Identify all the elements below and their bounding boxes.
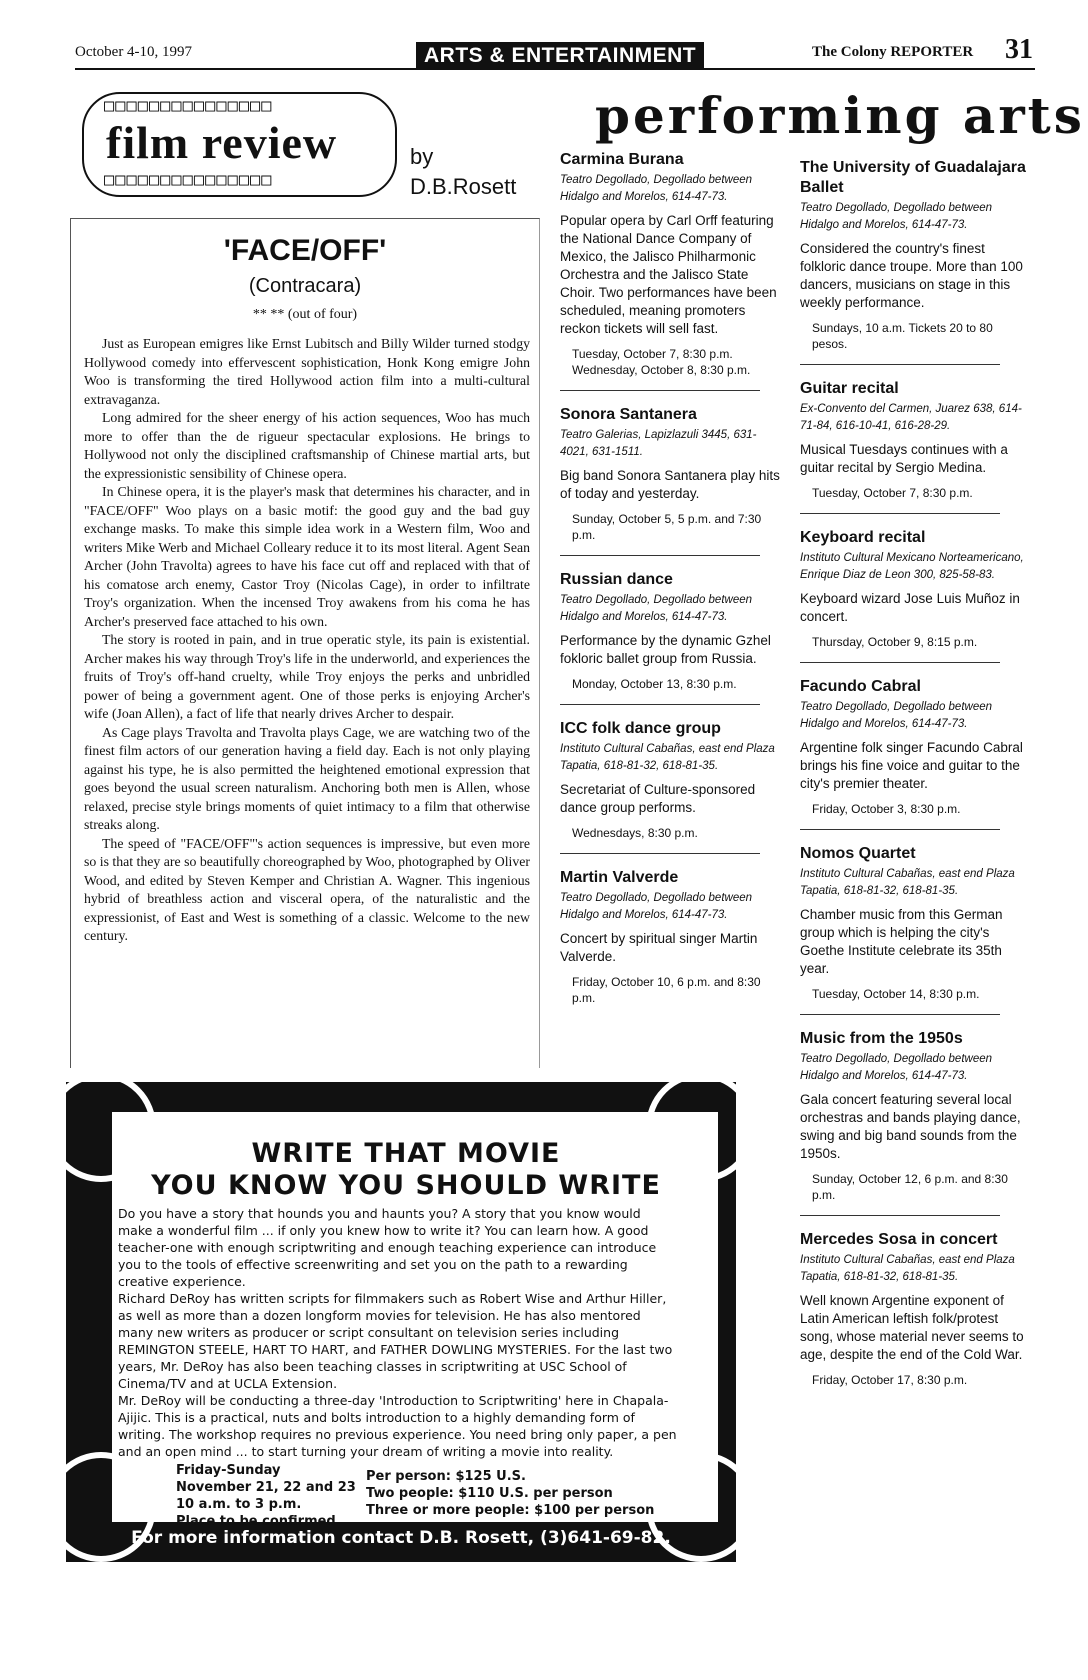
ad-headline: WRITE THAT MOVIE <box>251 1138 561 1169</box>
event-description: Argentine folk singer Facundo Cabral brings his fine voice and guitar to the city's premier theater. <box>800 740 1023 791</box>
event-venue: Teatro Degollado, Degollado between Hidalgo and Morelos, 614-47-73. <box>800 701 993 730</box>
event-listing <box>560 570 780 705</box>
ad-schedule-line: November 21, 22 and 23 <box>176 1480 356 1495</box>
event-name: Nomos Quartet <box>800 845 916 862</box>
event-name: The University of Guadalajara Ballet <box>800 159 1026 196</box>
event-venue: Teatro Degollado, Degollado between Hidalgo and Morelos, 614-47-73. <box>560 174 753 203</box>
event-venue: Instituto Cultural Cabañas, east end Plaza Tapatia, 618-81-32, 618-81-35. <box>800 868 1015 897</box>
ad-schedule <box>176 1462 356 1530</box>
ad-price-line: Three or more people: $100 per person <box>366 1503 655 1518</box>
review-paragraph: As Cage plays Travolta and Travolta plays Cage, we are watching two of the finest film actors of our generation having a field day. Each is not only playing against his type, he is also permitted the heightened emotional expression that goes beyond the usual screen naturalism. Anchoring both men is Allen, whose relaxed, precise style brings moments of quiet intimacy to a film that otherwise streaks along. <box>84 724 530 832</box>
event-listing <box>800 528 1028 663</box>
ad-schedule-line: 10 a.m. to 3 p.m. <box>176 1497 302 1512</box>
event-listing <box>560 868 780 1006</box>
event-divider <box>800 513 1000 514</box>
event-time: Wednesdays, 8:30 p.m. <box>572 826 698 840</box>
event-listing <box>560 405 780 556</box>
event-venue: Teatro Galerias, Lapizlazuli 3445, 631-4021, 631-1511. <box>560 429 757 458</box>
event-venue: Ex-Convento del Carmen, Juarez 638, 614-71-84, 616-10-41, 616-28-29. <box>800 403 1022 432</box>
event-description: Gala concert featuring several local orchestras and bands playing dance, swing and big band sounds from the 1950s. <box>800 1092 1021 1161</box>
event-time: Friday, October 17, 8:30 p.m. <box>812 1373 968 1387</box>
event-venue: Instituto Cultural Mexicano Norteamericano, Enrique Diaz de Leon 300, 825-58-83. <box>800 552 1024 581</box>
event-description: Chamber music from this German group which is helping the city's Goethe Institute celebrate its 35th year. <box>800 907 1003 976</box>
event-description: Popular opera by Carl Orff featuring the National Dance Company of Mexico, the Jalisco Philharmonic Orchestra and the Jalisco State Choir. Two performances have been scheduled, meaning promoters reckon tickets will sell fast. <box>560 213 777 336</box>
event-name: Facundo Cabral <box>800 678 921 695</box>
issue-date: October 4-10, 1997 <box>75 44 193 60</box>
event-name: Carmina Burana <box>560 151 684 168</box>
events-column-1 <box>560 150 780 1006</box>
event-time: Tuesday, October 7, 8:30 p.m. <box>812 486 973 500</box>
event-description: Musical Tuesdays continues with a guitar recital by Sergio Medina. <box>800 442 1008 475</box>
event-listing <box>560 150 780 391</box>
event-time: Sundays, 10 a.m. Tickets 20 to 80 pesos. <box>812 321 993 351</box>
film-review-header-box <box>82 92 397 197</box>
event-divider <box>560 853 760 854</box>
event-divider <box>560 390 760 391</box>
event-name: Sonora Santanera <box>560 406 697 423</box>
event-time: Thursday, October 9, 8:15 p.m. <box>812 635 978 649</box>
event-time: Friday, October 10, 6 p.m. and 8:30 p.m. <box>572 975 761 1005</box>
event-name: Martin Valverde <box>560 869 679 886</box>
decorative-squares-top: □□□□□□□□□□□□□□□ <box>104 96 273 116</box>
review-paragraph: The speed of "FACE/OFF"'s action sequences is impressive, but even more so is that they are so beautifully choreographed by Woo, photographed by Oliver Wood, and edited by Steven Kemper and Christian A. Wagner. This ingenious hybrid of breathless action and visceral opera, of the naturalistic and the expressionist, of East and West is something of a classic. Welcome to the new century. <box>84 835 530 943</box>
event-description: Considered the country's finest folkloric dance troupe. More than 100 dancers, musicians on stage in this weekly performance. <box>800 241 1023 310</box>
ad-schedule-line: Place to be confirmed <box>176 1514 336 1529</box>
review-article <box>70 218 540 1068</box>
rating: ** ** (out of four) <box>252 307 358 322</box>
ad-price-line: Per person: $125 U.S. <box>366 1469 526 1484</box>
event-name: Russian dance <box>560 571 673 588</box>
event-venue: Teatro Degollado, Degollado between Hidalgo and Morelos, 614-47-73. <box>560 892 753 921</box>
review-paragraph: The story is rooted in pain, and in true operatic style, its pain is existential. Archer makes his way through Troy's life in the underworld, and experiences the fruits of Troy's off-hand cruelty, while Troy enjoys the perks and unbridled power of being a government agent. One of those perks is enjoying Archer's wife (Joan Allen), a fact of life that nearly drives Archer to despair. <box>84 632 530 721</box>
event-name: Mercedes Sosa in concert <box>800 1231 998 1248</box>
event-listing <box>800 844 1028 1015</box>
event-listing <box>560 719 780 854</box>
event-divider <box>800 364 1000 365</box>
decorative-squares-bottom: □□□□□□□□□□□□□□□ <box>104 170 273 190</box>
event-time: Tuesday, October 14, 8:30 p.m. <box>812 987 980 1001</box>
event-divider <box>800 1014 1000 1015</box>
byline <box>410 142 516 202</box>
event-name: ICC folk dance group <box>560 720 721 737</box>
scriptwriting-advertisement <box>66 1082 736 1562</box>
ad-paragraph: Richard DeRoy has written scripts for filmmakers such as Robert Wise and Arthur Hiller, as well as more than a dozen longform movies for television. He has also mentored many new writers as producer or script consultant on television series including REMINGTON STEELE, HART TO HART, and FATHER DOWLING MYSTERIES. For the last two years, Mr. DeRoy has also been teaching classes in scriptwriting at USC School of Cinema/TV and at UCLA Extension. <box>118 1291 673 1391</box>
event-description: Secretariat of Culture-sponsored dance group performs. <box>560 782 756 815</box>
review-paragraph: Just as European emigres like Ernst Lubitsch and Billy Wilder turned stodgy Hollywood comedy into effervescent sophistication, Honk Kong emigre John Woo is transforming the tired Hollywood action film into a multi-cultural extravaganza. <box>84 336 530 407</box>
section-banner: ARTS & ENTERTAINMENT <box>416 42 704 70</box>
event-time: Sunday, October 5, 5 p.m. and 7:30 p.m. <box>572 512 762 542</box>
event-venue: Instituto Cultural Cabañas, east end Plaza Tapatia, 618-81-32, 618-81-35. <box>560 743 775 772</box>
event-venue: Instituto Cultural Cabañas, east end Plaza Tapatia, 618-81-32, 618-81-35. <box>800 1254 1015 1283</box>
event-name: Guitar recital <box>800 380 899 397</box>
event-description: Big band Sonora Santanera play hits of today and yesterday. <box>560 468 780 501</box>
ad-contact: For more information contact D.B. Rosett, (3)641-69-82. <box>131 1528 671 1548</box>
performing-arts-heading: performing arts <box>595 86 1085 145</box>
ad-schedule-line: Friday-Sunday <box>176 1463 281 1478</box>
event-listing <box>800 677 1028 830</box>
ad-paragraph: Mr. DeRoy will be conducting a three-day 'Introduction to Scriptwriting' here in Chapala-Ajijic. This is a practical, nuts and bolts introduction to a highly demanding form of writing. The workshop requires no previous experience. You need bring only paper, a pen and an open mind ... to start turning your dream of writing a movie into reality. <box>118 1393 677 1459</box>
ad-price-line: Two people: $110 U.S. per person <box>366 1486 613 1501</box>
film-review-title: film review <box>106 117 338 168</box>
event-time: Monday, October 13, 8:30 p.m. <box>572 677 737 691</box>
event-name: Music from the 1950s <box>800 1030 963 1047</box>
event-divider <box>560 704 760 705</box>
event-listing <box>800 158 1028 365</box>
event-listing <box>800 1029 1028 1216</box>
event-venue: Teatro Degollado, Degollado between Hidalgo and Morelos, 614-47-73. <box>800 202 993 231</box>
event-description: Performance by the dynamic Gzhel fokloric ballet group from Russia. <box>560 633 771 666</box>
event-venue: Teatro Degollado, Degollado between Hidalgo and Morelos, 614-47-73. <box>560 594 753 623</box>
ad-paragraph: Do you have a story that hounds you and haunts you? A story that you know would make a wonderful film ... if only you knew how to write it? You can learn how. A good teacher-one with enough scriptwriting and enough teaching experience can introduce you to the tools of effective screenwriting and set you on the path to a rewarding creative experience. <box>118 1206 657 1289</box>
event-divider <box>560 555 760 556</box>
ad-headline: YOU KNOW YOU SHOULD WRITE <box>151 1170 661 1201</box>
review-body <box>84 335 530 946</box>
byline-by: by <box>410 144 434 169</box>
event-time: Tuesday, October 7, 8:30 p.m. Wednesday, October 8, 8:30 p.m. <box>572 347 751 377</box>
events-column-2 <box>800 158 1028 1388</box>
event-divider <box>800 662 1000 663</box>
spanish-title: (Contracara) <box>248 275 362 297</box>
event-description: Concert by spiritual singer Martin Valverde. <box>560 931 758 964</box>
event-listing <box>800 1230 1028 1388</box>
event-divider <box>800 829 1000 830</box>
page-number: 31 <box>1005 34 1033 65</box>
movie-title: 'FACE/OFF' <box>223 234 387 267</box>
review-paragraph: Long admired for the sheer energy of his action sequences, Woo has much more to offer than the de rigueur spectacular explosions. He brings to Hollywood not only the disciplined craftsmanship of Chinese martial arts, but the expressionistic sensibility of Chinese opera. <box>84 410 530 481</box>
event-time: Friday, October 3, 8:30 p.m. <box>812 802 961 816</box>
event-name: Keyboard recital <box>800 529 926 546</box>
event-listing <box>800 379 1028 514</box>
event-time: Sunday, October 12, 6 p.m. and 8:30 p.m. <box>812 1172 1008 1202</box>
event-divider <box>800 1215 1000 1216</box>
ad-pricing <box>366 1468 654 1519</box>
byline-author: D.B.Rosett <box>410 174 517 199</box>
event-venue: Teatro Degollado, Degollado between Hidalgo and Morelos, 614-47-73. <box>800 1053 993 1082</box>
event-description: Well known Argentine exponent of Latin American leftish folk/protest song, whose material never seems to age, despite the end of the Cold War. <box>800 1293 1024 1362</box>
review-paragraph: In Chinese opera, it is the player's mask that determines his character, and in "FACE/OFF" Woo plays on a basic motif: the good guy and the bad guy exchange masks. To make this simple idea work in a Western film, Woo and writers Mike Werb and Michael Colleary reduce it to its most literal. Agent Sean Archer (John Travolta) agrees to have his face cut off and replaced with that of his comatose arch enemy, Castor Troy (Nicolas Cage), in order to infiltrate Troy's organization. When the incensed Troy awakens from his coma he has Archer's preserved face attached to his own. <box>84 484 530 629</box>
masthead-rule <box>75 68 1035 70</box>
ad-body <box>118 1205 678 1460</box>
event-description: Keyboard wizard Jose Luis Muñoz in concert. <box>800 591 1020 624</box>
newspaper-name: The Colony REPORTER <box>812 44 974 60</box>
